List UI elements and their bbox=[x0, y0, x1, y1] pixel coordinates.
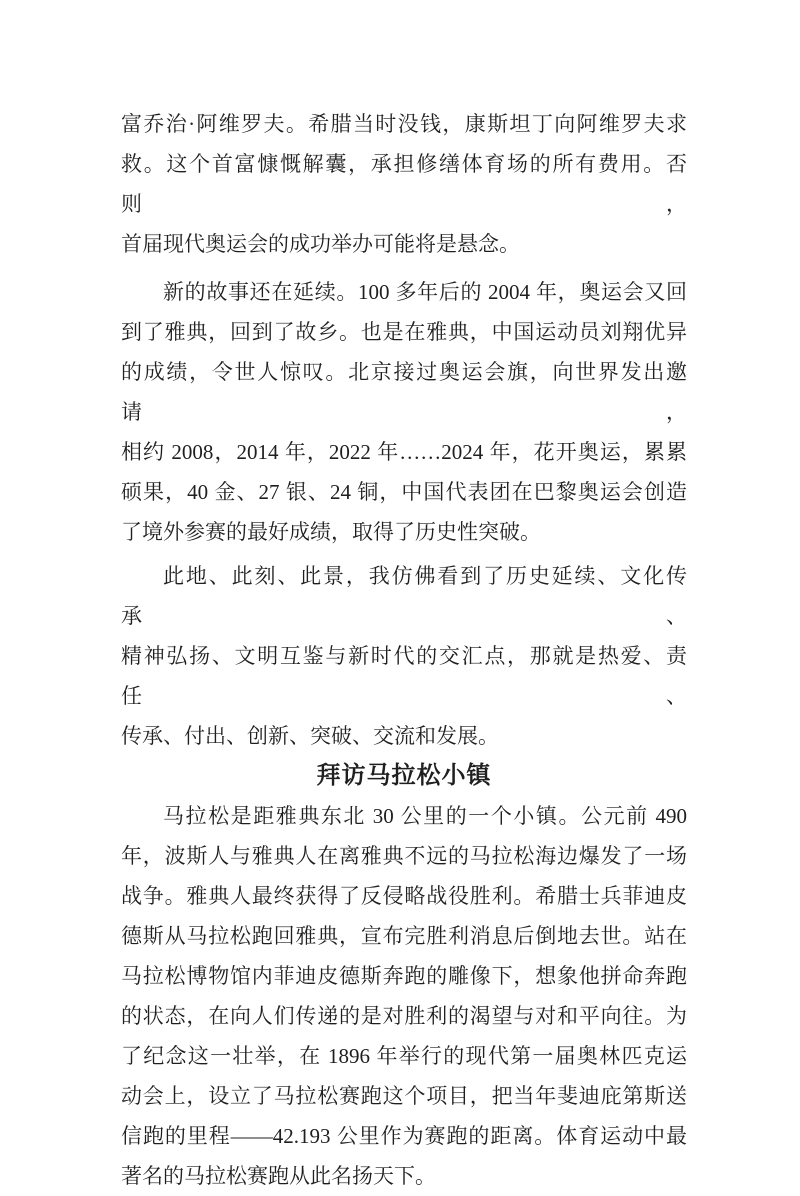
text-line: 马拉松是距雅典东北 30 公里的一个小镇。公元前 490 bbox=[163, 804, 687, 828]
paragraph bbox=[121, 556, 687, 756]
text-line: 精神弘扬、文明互鉴与新时代的交汇点，那就是热爱、责任、 bbox=[121, 644, 687, 708]
text-line: 的成绩，令世人惊叹。北京接过奥运会旗，向世界发出邀请， bbox=[121, 360, 687, 424]
text-line: 了纪念这一壮举，在 1896 年举行的现代第一届奥林匹克运 bbox=[121, 1044, 687, 1068]
text-block bbox=[121, 104, 687, 1196]
paragraph bbox=[121, 796, 687, 1196]
text-line: 到了雅典，回到了故乡。也是在雅典，中国运动员刘翔优异 bbox=[121, 320, 687, 344]
text-line: 的状态，在向人们传递的是对胜利的渴望与对和平向往。为 bbox=[121, 1004, 687, 1028]
text-line: 年，波斯人与雅典人在离雅典不远的马拉松海边爆发了一场 bbox=[121, 844, 687, 868]
text-line: 了境外参赛的最好成绩，取得了历史性突破。 bbox=[121, 520, 541, 544]
text-line: 马拉松博物馆内菲迪皮德斯奔跑的雕像下，想象他拼命奔跑 bbox=[121, 964, 687, 988]
text-line: 首届现代奥运会的成功举办可能将是悬念。 bbox=[121, 232, 520, 256]
text-line: 新的故事还在延续。100 多年后的 2004 年，奥运会又回 bbox=[163, 280, 687, 304]
text-line: 传承、付出、创新、突破、交流和发展。 bbox=[121, 724, 499, 748]
text-line: 富乔治·阿维罗夫。希腊当时没钱，康斯坦丁向阿维罗夫求 bbox=[121, 112, 687, 136]
text-line: 战争。雅典人最终获得了反侵略战役胜利。希腊士兵菲迪皮 bbox=[121, 884, 687, 908]
text-line: 相约 2008，2014 年，2022 年……2024 年，花开奥运，累累 bbox=[121, 440, 687, 464]
text-line: 动会上，设立了马拉松赛跑这个项目，把当年斐迪庇第斯送 bbox=[121, 1084, 687, 1108]
paragraph bbox=[121, 104, 687, 264]
text-line: 德斯从马拉松跑回雅典，宣布完胜利消息后倒地去世。站在 bbox=[121, 924, 687, 948]
text-line: 著名的马拉松赛跑从此名扬天下。 bbox=[121, 1164, 436, 1188]
section-heading-text: 拜访马拉松小镇 bbox=[316, 763, 492, 789]
text-line: 救。这个首富慷慨解囊，承担修缮体育场的所有费用。否则， bbox=[121, 152, 687, 216]
paragraph bbox=[121, 272, 687, 552]
text-line: 此地、此刻、此景，我仿佛看到了历史延续、文化传承、 bbox=[121, 564, 687, 628]
section-heading bbox=[121, 756, 687, 796]
text-line: 信跑的里程——42.193 公里作为赛跑的距离。体育运动中最 bbox=[121, 1124, 687, 1148]
text-line: 硕果，40 金、27 银、24 铜，中国代表团在巴黎奥运会创造 bbox=[121, 480, 687, 504]
